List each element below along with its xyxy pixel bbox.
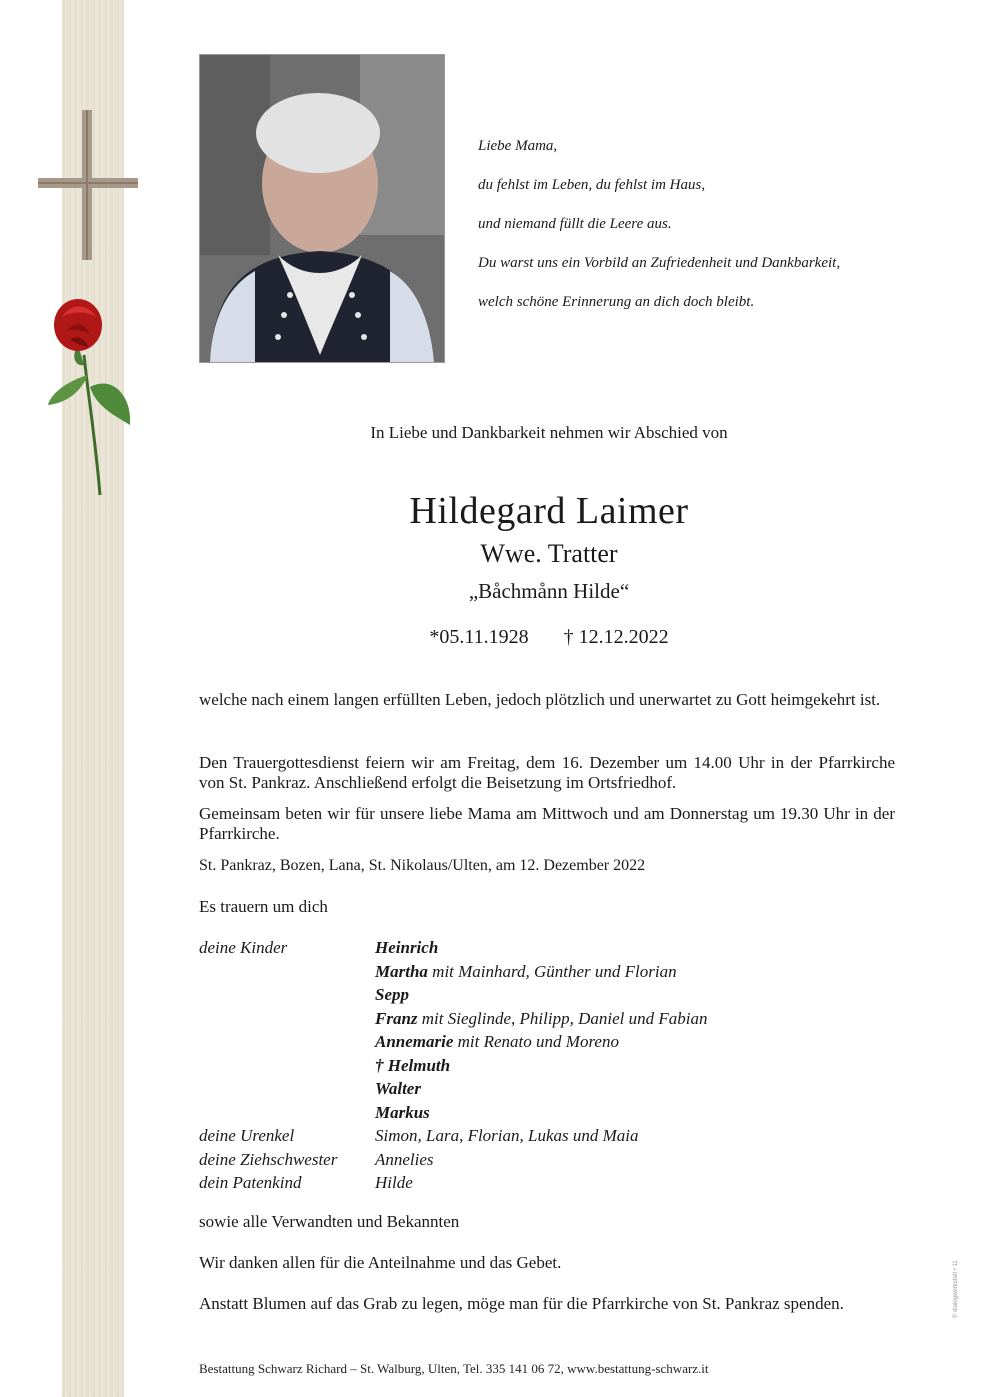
mourner-names — [375, 1007, 707, 1031]
life-dates — [199, 626, 899, 649]
widow-of: Wwe. Tratter — [480, 539, 618, 568]
mourner-relation — [199, 960, 375, 984]
deceased-name: Hildegard Laimer — [409, 490, 689, 532]
mourner-row — [199, 1030, 707, 1054]
death-date: † 12.12.2022 — [563, 626, 669, 648]
mourner-main-name: Heinrich — [375, 938, 439, 957]
mourner-names — [375, 1077, 421, 1101]
poem-line: und niemand füllt die Leere aus. — [478, 216, 672, 232]
poem — [478, 127, 948, 322]
mourner-names — [375, 1171, 413, 1195]
poem-line: welch schöne Erinnerung an dich doch bleibt. — [478, 294, 755, 310]
place-and-date: St. Pankraz, Bozen, Lana, St. Nikolaus/Ulten, am 12. Dezember 2022 — [199, 857, 646, 874]
paragraph-prayer: Gemeinsam beten wir für unsere liebe Mama am Mittwoch und am Donnerstag um 19.30 Uhr in der Pfarrkirche. — [199, 804, 895, 843]
mourner-rest: mit Renato und Moreno — [453, 1032, 619, 1051]
mourner-relation — [199, 1007, 375, 1031]
mourner-names — [375, 1124, 639, 1148]
mourner-relation — [199, 983, 375, 1007]
mourner-names — [375, 960, 677, 984]
mourner-relation: deine Kinder — [199, 938, 288, 957]
intro-text: In Liebe und Dankbarkeit nehmen wir Abschied von — [370, 423, 728, 442]
cross-icon — [30, 108, 150, 268]
mourners-list — [199, 936, 707, 1195]
mourner-row — [199, 1101, 707, 1125]
portrait-image — [200, 55, 444, 362]
mourner-row — [199, 983, 707, 1007]
mourner-rest: mit Sieglinde, Philipp, Daniel und Fabian — [417, 1008, 708, 1028]
mourner-row — [199, 1124, 707, 1148]
mourner-names — [375, 983, 409, 1007]
paragraph-donation: Anstatt Blumen auf das Grab zu legen, möge man für die Pfarrkirche von St. Pankraz spenden. — [199, 1294, 844, 1313]
mourner-main-name: † Helmuth — [375, 1055, 451, 1075]
portrait-photo — [199, 54, 445, 363]
mourner-main-name: Sepp — [375, 985, 409, 1004]
mourner-main-name: Walter — [375, 1079, 421, 1098]
mourner-relation — [199, 1030, 375, 1054]
funeral-home-footer: Bestattung Schwarz Richard – St. Walburg, Ulten, Tel. 335 141 06 72, www.bestattung-schwarz.it — [199, 1361, 709, 1376]
mourner-rest: Hilde — [375, 1173, 413, 1192]
mourner-relation — [199, 1101, 375, 1125]
birth-date: *05.11.1928 — [429, 626, 529, 648]
mourner-main-name: Franz — [375, 1008, 418, 1028]
mourner-relation — [199, 1054, 375, 1078]
mourner-rest: mit Mainhard, Günther und Florian — [427, 961, 677, 981]
mourner-row — [199, 1007, 707, 1031]
paragraph-relatives: sowie alle Verwandten und Bekannten — [199, 1212, 460, 1231]
mourners-heading: Es trauern um dich — [199, 897, 328, 916]
mourner-names — [375, 1101, 430, 1125]
mourner-row — [199, 1077, 707, 1101]
mourner-row — [199, 1148, 707, 1172]
mourner-names — [375, 1054, 450, 1078]
mourner-names — [375, 936, 438, 960]
print-credit: © dialogwerkstatt • 11 — [953, 1260, 959, 1318]
mourner-rest: Annelies — [375, 1149, 434, 1169]
mourner-relation: dein Patenkind — [199, 1173, 302, 1192]
mourner-main-name: Annemarie — [375, 1032, 454, 1051]
poem-line: Du warst uns ein Vorbild an Zufriedenheit und Dankbarkeit, — [478, 255, 841, 271]
paragraph-thanks: Wir danken allen für die Anteilnahme und das Gebet. — [199, 1253, 562, 1272]
mourner-names — [375, 1148, 434, 1172]
mourner-row — [199, 1054, 707, 1078]
nickname: „Båchmånn Hilde“ — [468, 579, 630, 603]
mourner-row — [199, 1171, 707, 1195]
mourner-row — [199, 936, 707, 960]
mourner-main-name: Martha — [375, 961, 428, 981]
paragraph-return-home: welche nach einem langen erfüllten Leben, jedoch plötzlich und unerwartet zu Gott heimgekehrt ist. — [199, 690, 881, 709]
rose-icon — [40, 295, 140, 505]
mourner-rest: Simon, Lara, Florian, Lukas und Maia — [375, 1126, 639, 1145]
mourner-relation — [199, 1077, 375, 1101]
mourner-relation: deine Urenkel — [199, 1126, 295, 1145]
mourner-row — [199, 960, 707, 984]
mourner-main-name: Markus — [375, 1102, 430, 1122]
paragraph-funeral-service: Den Trauergottesdienst feiern wir am Freitag, dem 16. Dezember um 14.00 Uhr in der Pfarrkirche von St. Pankraz. Anschließend erfolgt die Beisetzung im Ortsfriedhof. — [199, 753, 895, 792]
mourner-relation: deine Ziehschwester — [199, 1149, 338, 1169]
poem-line: Liebe Mama, — [478, 138, 558, 154]
poem-line: du fehlst im Leben, du fehlst im Haus, — [478, 177, 706, 193]
mourner-names — [375, 1030, 619, 1054]
